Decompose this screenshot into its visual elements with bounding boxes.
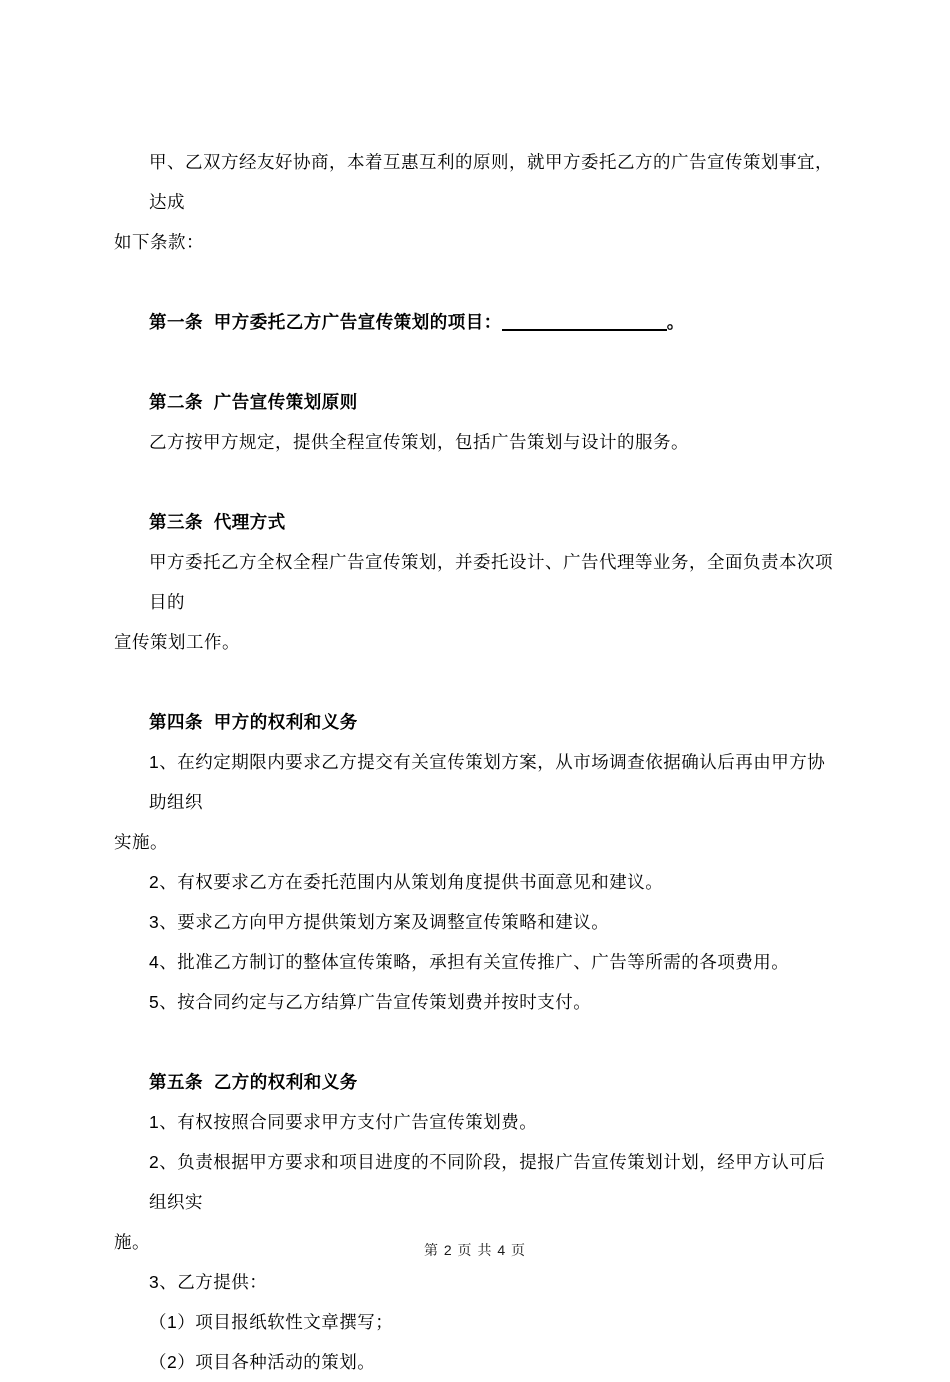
fill-in-blank-underline	[502, 328, 667, 331]
text-line: 5、按合同约定与乙方结算广告宣传策划费并按时支付。	[149, 992, 592, 1012]
blank-line	[114, 342, 836, 382]
text-line: 施。	[114, 1232, 150, 1252]
blank-line	[114, 1022, 836, 1062]
text-line: 1、在约定期限内要求乙方提交有关宣传策划方案，从市场调查依据确认后再由甲方协助组织	[149, 752, 826, 812]
blank-line	[114, 262, 836, 302]
clause-heading-line: 第四条 甲方的权利和义务	[149, 712, 358, 732]
text-line: （1）项目报纸软性文章撰写；	[149, 1312, 394, 1332]
text-line: 2、负责根据甲方要求和项目进度的不同阶段，提报广告宣传策划计划，经甲方认可后组织实	[149, 1152, 826, 1212]
clause-heading-line: 第一条 甲方委托乙方广告宣传策划的项目： 。	[149, 312, 685, 332]
text-line: 4、批准乙方制订的整体宣传策略，承担有关宣传推广、广告等所需的各项费用。	[149, 952, 790, 972]
text-line: 乙方按甲方规定，提供全程宣传策划，包括广告策划与设计的服务。	[149, 432, 689, 452]
text-line: 甲、乙双方经友好协商，本着互惠互利的原则，就甲方委托乙方的广告宣传策划事宜，达成	[149, 152, 833, 212]
text-line: 3、乙方提供：	[149, 1272, 268, 1292]
text-line: 宣传策划工作。	[114, 632, 240, 652]
text-line: 3、要求乙方向甲方提供策划方案及调整宣传策略和建议。	[149, 912, 610, 932]
clause-heading-line: 第二条 广告宣传策划原则	[149, 392, 358, 412]
page-number: 第 2 页 共 4 页	[423, 1242, 527, 1258]
blank-line	[114, 662, 836, 702]
blank-line	[114, 462, 836, 502]
text-line: 如下条款：	[114, 232, 204, 252]
text-line: 甲方委托乙方全权全程广告宣传策划，并委托设计、广告代理等业务，全面负责本次项目的	[149, 552, 833, 612]
text-line: （2）项目各种活动的策划。	[149, 1352, 376, 1372]
page-footer	[0, 1240, 950, 1260]
text-line: 2、有权要求乙方在委托范围内从策划角度提供书面意见和建议。	[149, 872, 664, 892]
clause-heading-line: 第三条 代理方式	[149, 512, 286, 532]
text-line: 实施。	[114, 832, 168, 852]
text-line: 1、有权按照合同要求甲方支付广告宣传策划费。	[149, 1112, 538, 1132]
clause-heading-line: 第五条 乙方的权利和义务	[149, 1072, 358, 1092]
document-content	[114, 142, 836, 1382]
